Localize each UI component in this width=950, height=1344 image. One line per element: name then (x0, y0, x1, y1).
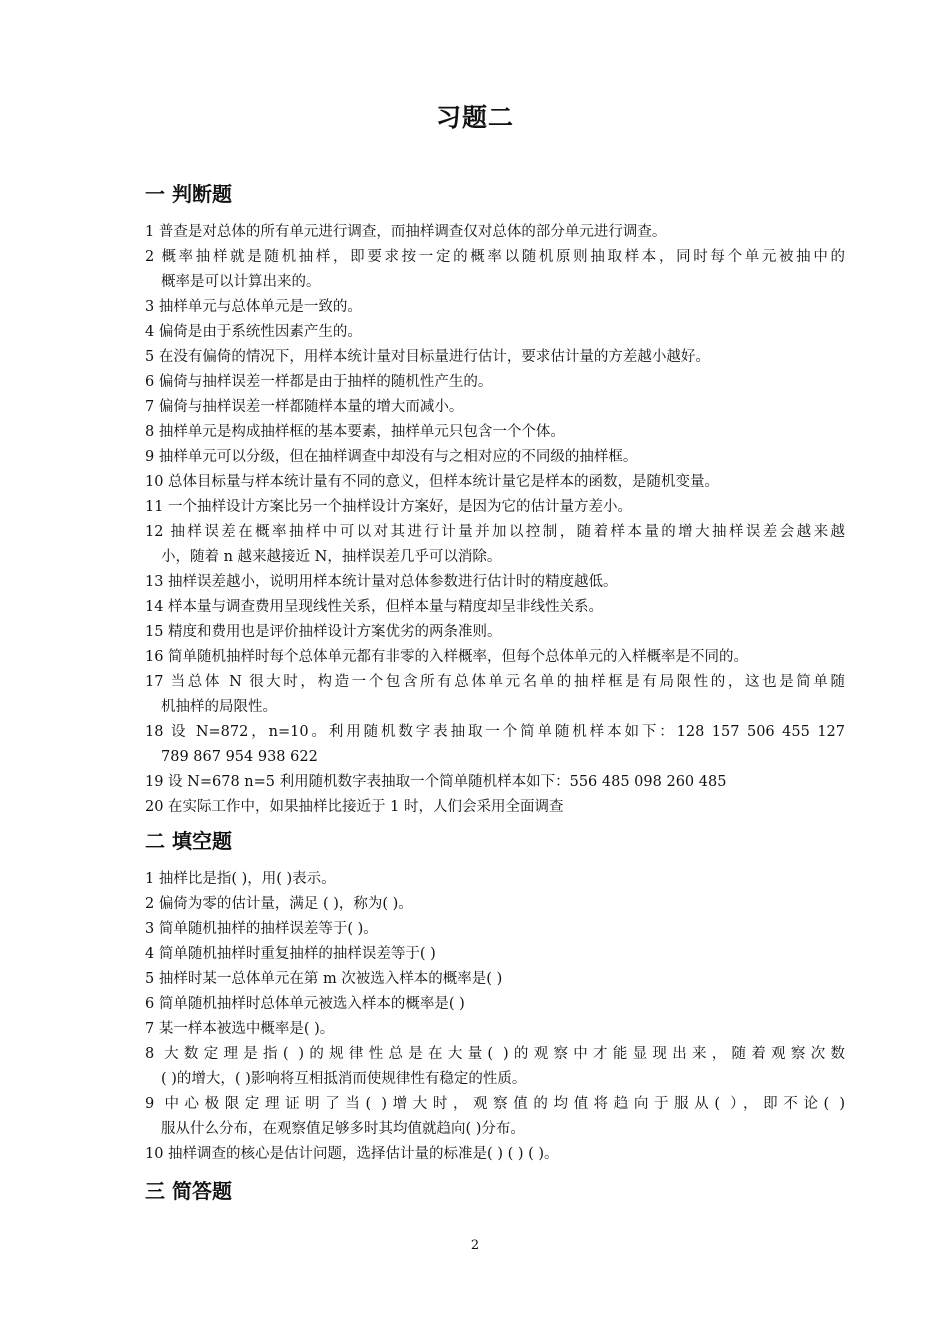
question-item (145, 942, 845, 967)
question-item (145, 595, 845, 620)
question-text: 11 一个抽样设计方案比另一个抽样设计方案好，是因为它的估计量方差小。 (145, 499, 633, 515)
question-item (145, 1142, 845, 1167)
page-title: 习题二 (435, 103, 514, 132)
question-item (145, 520, 845, 570)
question-item (145, 795, 845, 820)
question-text: 9 中心极限定理证明了当( )增大时，观察值的均值将趋向于服从( ），即不论( ) (145, 1096, 845, 1112)
question-item (145, 992, 845, 1017)
question-text: 9 抽样单元可以分级，但在抽样调查中却没有与之相对应的不同级的抽样框。 (145, 449, 638, 465)
question-text: 10 抽样调查的核心是估计问题，选择估计量的标准是( ) ( ) ( )。 (145, 1146, 559, 1162)
question-item (145, 245, 845, 295)
question-text: 7 某一样本被选中概率是( )。 (145, 1021, 335, 1037)
question-text: 6 偏倚与抽样误差一样都是由于抽样的随机性产生的。 (145, 374, 493, 390)
page-number: 2 (470, 1238, 480, 1253)
question-text: 15 精度和费用也是评价抽样设计方案优劣的两条准则。 (145, 624, 502, 640)
fill-blank-question-list (145, 867, 845, 1167)
question-item (145, 645, 845, 670)
question-text: 3 抽样单元与总体单元是一致的。 (145, 299, 362, 315)
question-text: 5 在没有偏倚的情况下，用样本统计量对目标量进行估计，要求估计量的方差越小越好。 (145, 349, 710, 365)
question-item (145, 967, 845, 992)
question-text: 20 在实际工作中，如果抽样比接近于 1 时，人们会采用全面调查 (145, 799, 564, 815)
question-text-continued: ( )的增大，( )影响将互相抵消而使规律性有稳定的性质。 (161, 1071, 527, 1087)
question-text-continued: 小，随着 n 越来越接近 N，抽样误差几乎可以消除。 (161, 549, 502, 565)
question-text: 16 简单随机抽样时每个总体单元都有非零的入样概率，但每个总体单元的入样概率是不同的。 (145, 649, 749, 665)
question-item (145, 470, 845, 495)
question-item (145, 370, 845, 395)
question-item (145, 495, 845, 520)
question-text-continued: 概率是可以计算出来的。 (161, 274, 321, 290)
question-text: 18 设 N=872，n=10。利用随机数字表抽取一个简单随机样本如下：128 157 506 455 127 (145, 724, 845, 740)
question-text: 10 总体目标量与样本统计量有不同的意义，但样本统计量它是样本的函数，是随机变量。 (145, 474, 720, 490)
question-text: 5 抽样时某一总体单元在第 m 次被选入样本的概率是( ) (145, 971, 503, 987)
question-text: 1 抽样比是指( )，用( )表示。 (145, 871, 336, 887)
question-item (145, 1017, 845, 1042)
question-text: 7 偏倚与抽样误差一样都随样本量的增大而减小。 (145, 399, 464, 415)
question-item (145, 917, 845, 942)
question-item (145, 445, 845, 470)
question-item (145, 320, 845, 345)
question-text-continued: 机抽样的局限性。 (161, 699, 277, 715)
question-item (145, 770, 845, 795)
question-text: 12 抽样误差在概率抽样中可以对其进行计量并加以控制，随着样本量的增大抽样误差会越来越 (145, 524, 845, 540)
question-text: 2 偏倚为零的估计量，满足 ( )，称为( )。 (145, 896, 413, 912)
section-heading-judgment: 一 判断题 (145, 182, 232, 206)
question-item (145, 570, 845, 595)
question-item (145, 1042, 845, 1092)
question-text: 8 大数定理是指( )的规律性总是在大量( )的观察中才能显现出来，随着观察次数 (145, 1046, 845, 1062)
question-item (145, 867, 845, 892)
question-text: 1 普查是对总体的所有单元进行调查，而抽样调查仅对总体的部分单元进行调查。 (145, 224, 667, 240)
question-item (145, 345, 845, 370)
section-heading-short-answer: 三 简答题 (145, 1179, 232, 1203)
question-text: 3 简单随机抽样的抽样误差等于( )。 (145, 921, 378, 937)
question-item (145, 892, 845, 917)
question-text: 2 概率抽样就是随机抽样，即要求按一定的概率以随机原则抽取样本，同时每个单元被抽中的 (145, 249, 845, 265)
judgment-question-list (145, 220, 845, 820)
question-item (145, 670, 845, 720)
question-item (145, 295, 845, 320)
question-item (145, 420, 845, 445)
question-item (145, 720, 845, 770)
question-item (145, 220, 845, 245)
question-text: 8 抽样单元是构成抽样框的基本要素，抽样单元只包含一个个体。 (145, 424, 565, 440)
question-text: 4 简单随机抽样时重复抽样的抽样误差等于( ) (145, 946, 436, 962)
question-item (145, 620, 845, 645)
question-text: 4 偏倚是由于系统性因素产生的。 (145, 324, 362, 340)
question-item (145, 395, 845, 420)
question-text-continued: 服从什么分布，在观察值足够多时其均值就趋向( )分布。 (161, 1121, 525, 1137)
question-item (145, 1092, 845, 1142)
question-text: 6 简单随机抽样时总体单元被选入样本的概率是( ) (145, 996, 465, 1012)
question-text-continued: 789 867 954 938 622 (161, 749, 318, 765)
question-text: 14 样本量与调查费用呈现线性关系，但样本量与精度却呈非线性关系。 (145, 599, 604, 615)
question-text: 13 抽样误差越小，说明用样本统计量对总体参数进行估计时的精度越低。 (145, 574, 618, 590)
question-text: 19 设 N=678 n=5 利用随机数字表抽取一个简单随机样本如下：556 485 098 260 485 (145, 774, 727, 790)
question-text: 17 当总体 N 很大时，构造一个包含所有总体单元名单的抽样框是有局限性的，这也是简单随 (145, 674, 845, 690)
section-heading-fill-blank: 二 填空题 (145, 829, 232, 853)
